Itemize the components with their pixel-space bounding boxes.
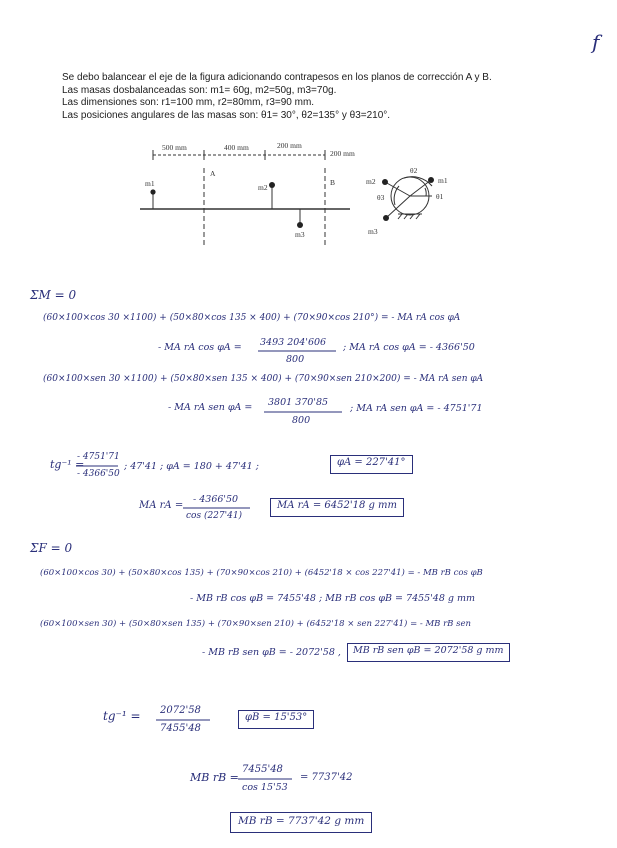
wheel-m1-dot <box>428 177 434 183</box>
mass-m3-dot <box>297 222 303 228</box>
force-cos-equation: (60×100×cos 30) + (50×80×cos 135) + (70×90×cos 210) + (6452'18 × cos 227'41) = - MB rB cos φB <box>40 568 483 578</box>
tg-b-numerator: 2072'58 <box>160 705 201 716</box>
mbrb-value: = 7737'42 <box>300 772 353 783</box>
corner-mark: f <box>592 30 600 54</box>
mara-left: MA rA = <box>139 500 184 511</box>
mbrb-result: MB rB = 7737'42 g mm <box>230 812 372 833</box>
mbrb-sen-left: - MB rB sen φB = - 2072'58 , <box>202 647 341 658</box>
phi-a-computation: ; 47'41 ; φA = 180 + 47'41 ; <box>124 461 259 472</box>
problem-line-2: Las masas dosbalanceadas son: m1= 60g, m2=50g, m3=70g. <box>62 84 337 96</box>
tg-b-denominator: 7455'48 <box>160 723 201 734</box>
m1-label: m1 <box>145 179 155 188</box>
mass-m2-dot <box>269 182 275 188</box>
mbrb-left: MB rB = <box>190 771 239 784</box>
wheel-m3-dot <box>383 215 389 221</box>
wheel-m2-dot <box>382 179 388 185</box>
mass-m1-dot <box>150 189 155 194</box>
tg-a-numerator: - 4751'71 <box>77 452 120 462</box>
mara-numerator: - 4366'50 <box>193 494 239 505</box>
mbrb-numerator: 7455'48 <box>242 764 283 775</box>
mara-result: MA rA = 6452'18 g mm <box>270 498 404 517</box>
tg-b-label: tg⁻¹ = <box>103 709 141 723</box>
theta1-label: θ1 <box>436 192 444 201</box>
dim-200-a: 200 mm <box>277 141 302 150</box>
m3-label: m3 <box>295 230 305 239</box>
mbrb-sen-result: MB rB sen φB = 2072'58 g mm <box>347 643 510 662</box>
mara-sen-numerator: 3801 370'85 <box>268 397 329 408</box>
dim-200-b: 200 mm <box>330 149 355 158</box>
wheel-m3-label: m3 <box>368 227 378 236</box>
mara-cos-left: - MA rA cos φA = <box>158 342 242 353</box>
problem-line-4: Las posiciones angulares de las masas son: θ1= 30°, θ2=135° y θ3=210°. <box>62 109 391 121</box>
theta2-label: θ2 <box>410 166 418 175</box>
tg-a-label: tg⁻¹ = <box>50 458 85 471</box>
problem-line-3: Las dimensiones son: r1=100 mm, r2=80mm, r3=90 mm. <box>62 97 315 108</box>
mbrb-denominator: cos 15'53 <box>242 782 288 793</box>
tg-a-denominator: - 4366'50 <box>77 469 120 479</box>
m2-label: m2 <box>258 183 268 192</box>
mara-cos-result: ; MA rA cos φA = - 4366'50 <box>343 342 475 353</box>
phi-b-result: φB = 15'53° <box>238 710 314 729</box>
plane-b-label: B <box>330 178 336 187</box>
theta3-label: θ3 <box>377 193 385 202</box>
mara-denominator: cos (227'41) <box>186 511 243 521</box>
mara-sen-denominator: 800 <box>292 415 311 426</box>
moment-cos-equation: (60×100×cos 30 ×1100) + (50×80×cos 135 × 400) + (70×90×cos 210°) = - MA rA cos φA <box>43 313 461 323</box>
dim-400: 400 mm <box>224 143 249 152</box>
phi-a-result: φA = 227'41° <box>330 455 413 474</box>
plane-a-label: A <box>210 169 216 178</box>
problem-line-1: Se debo balancear el eje de la figura adicionando contrapesos en los planos de corrección A y B. <box>62 72 492 83</box>
wheel-m2-label: m2 <box>366 177 376 186</box>
force-sen-equation: (60×100×sen 30) + (50×80×sen 135) + (70×90×sen 210) + (6452'18 × sen 227'41) = - MB rB sen <box>40 619 471 629</box>
mara-cos-denominator: 800 <box>286 354 305 365</box>
mara-sen-result: ; MA rA sen φA = - 4751'71 <box>350 403 483 414</box>
wheel-m1-label: m1 <box>438 176 448 185</box>
sum-moments-heading: ΣM = 0 <box>30 288 77 302</box>
mara-cos-numerator: 3493 204'606 <box>260 337 327 348</box>
dim-500: 500 mm <box>162 143 187 152</box>
mbrb-cos-line: - MB rB cos φB = 7455'48 ; MB rB cos φB = 7455'48 g mm <box>190 593 476 604</box>
mara-sen-left: - MA rA sen φA = <box>168 402 253 413</box>
sum-forces-heading: ΣF = 0 <box>30 541 73 555</box>
moment-sen-equation: (60×100×sen 30 ×1100) + (50×80×sen 135 × 400) + (70×90×sen 210×200) = - MA rA sen φA <box>43 374 484 384</box>
